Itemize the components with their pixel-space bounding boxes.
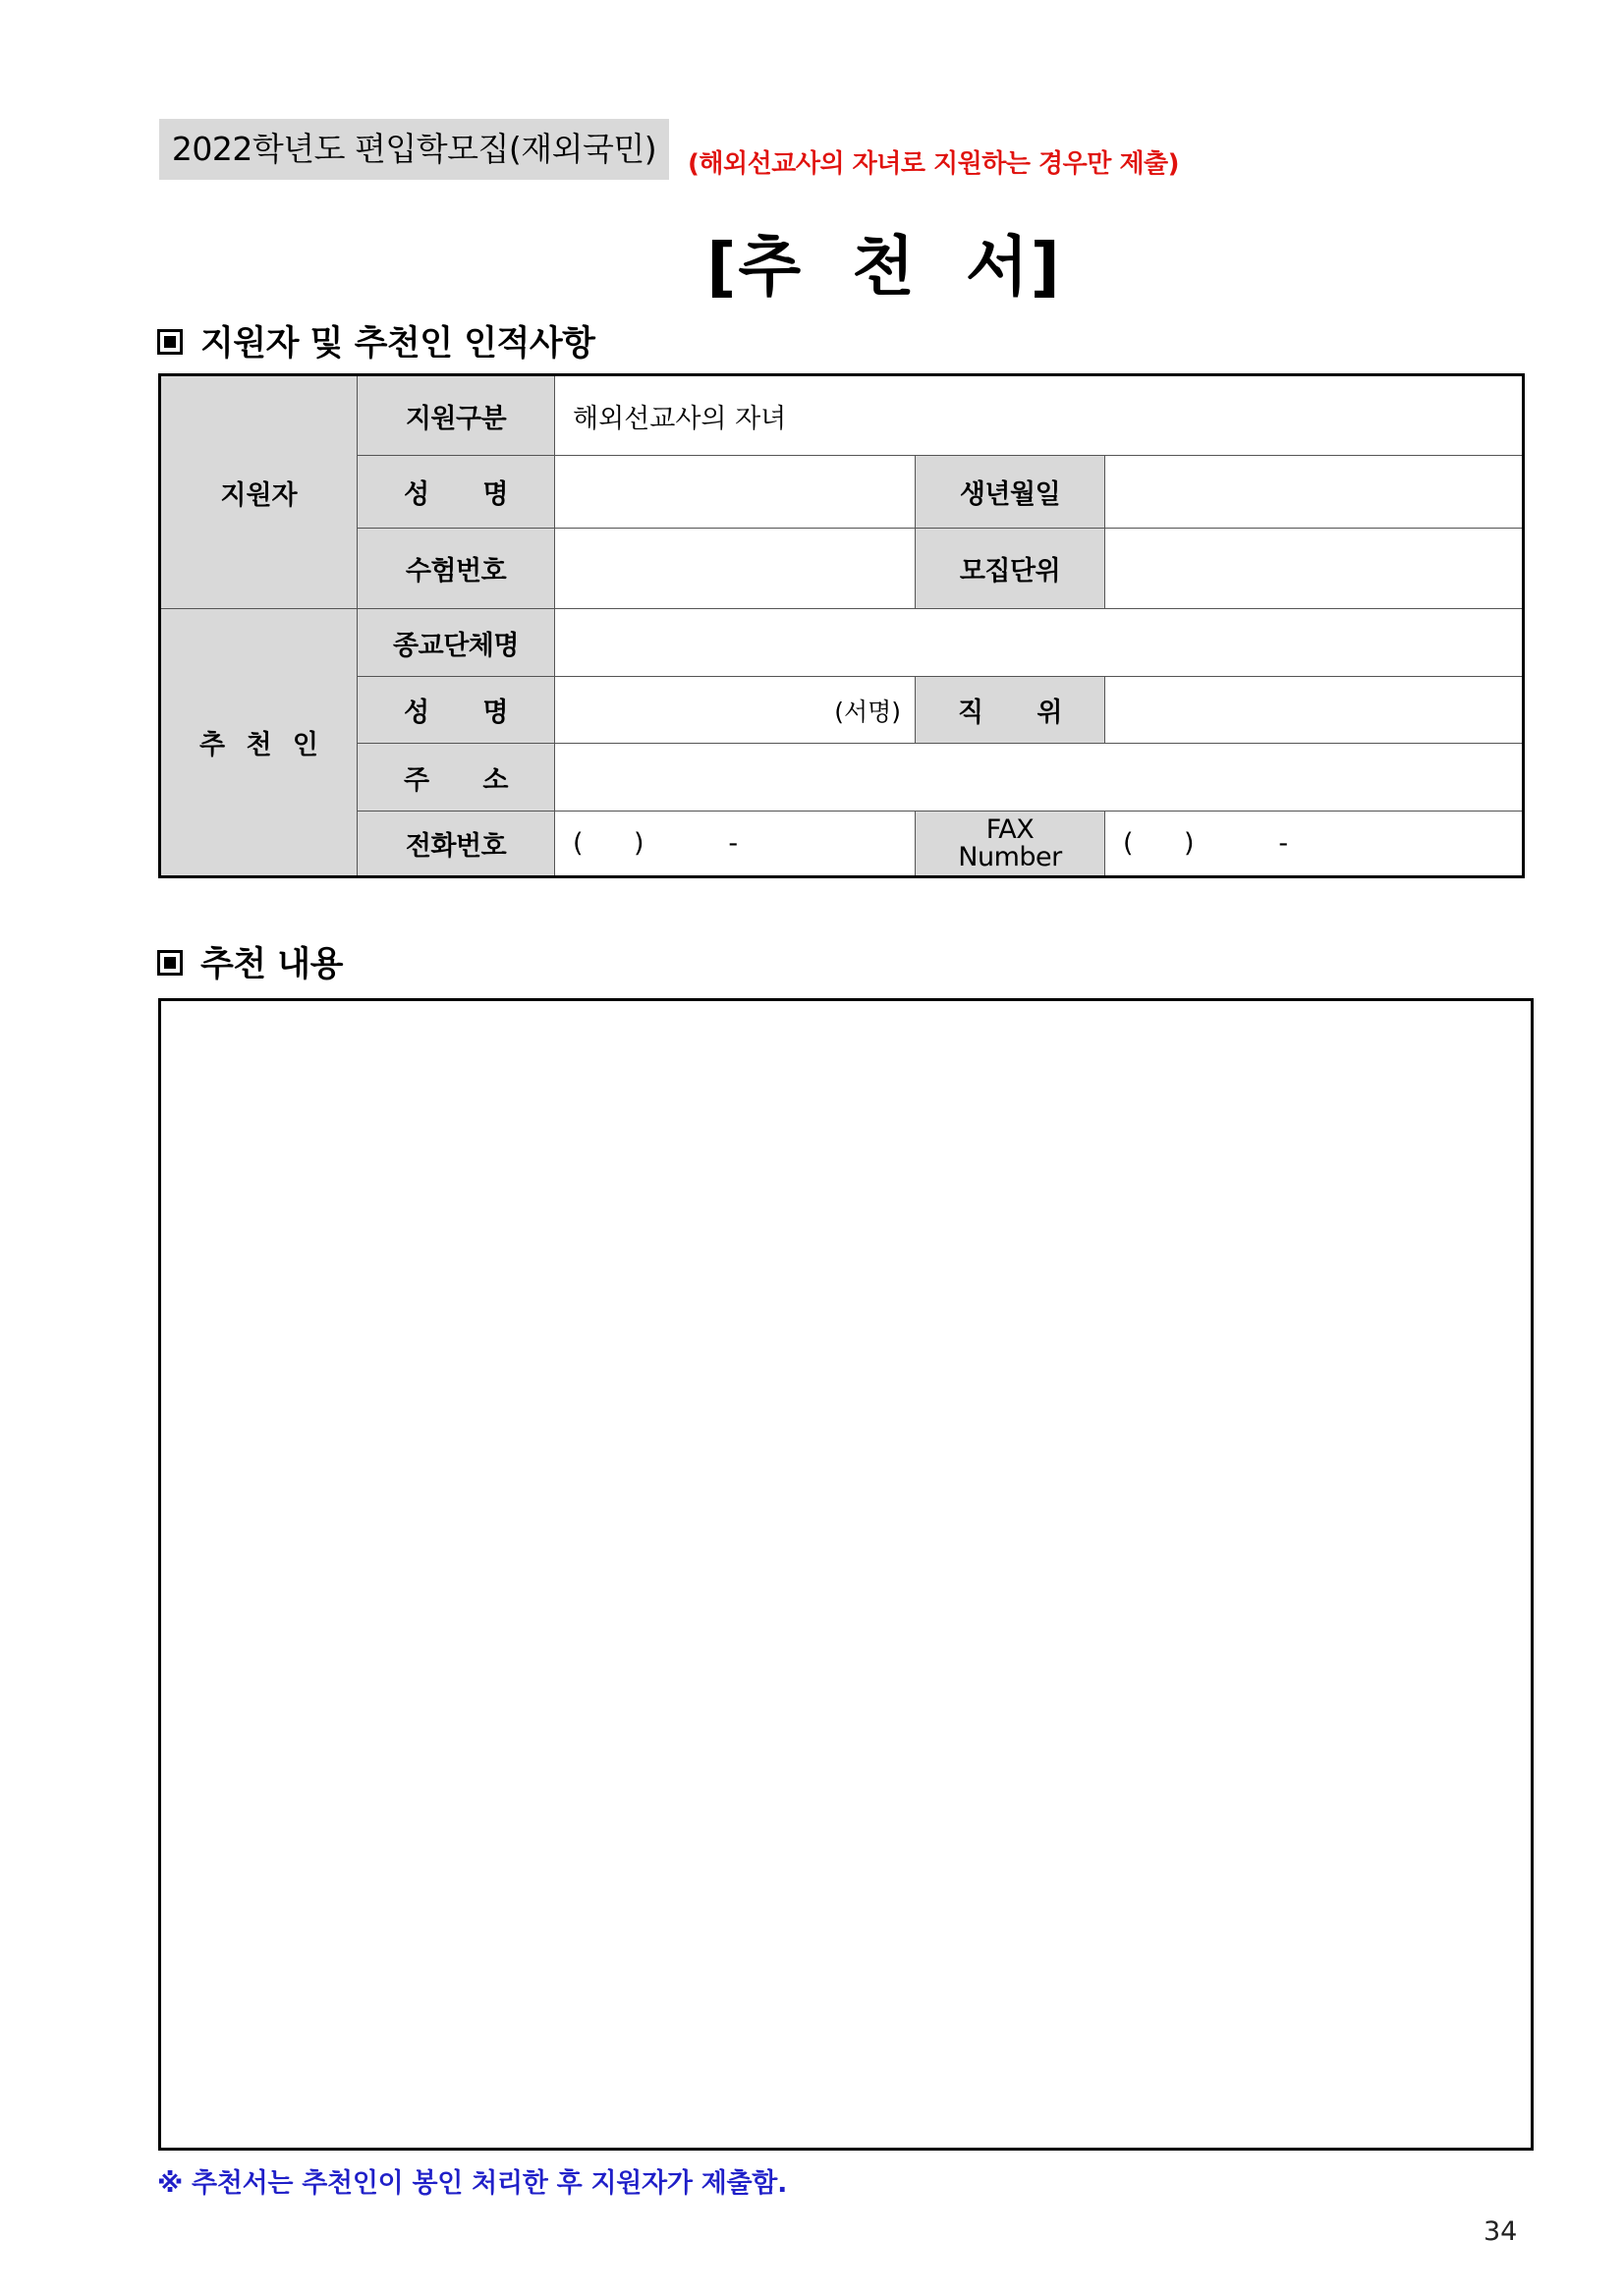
applicant-group-label: 지원자	[160, 375, 358, 609]
signature-hint: (서명)	[834, 697, 901, 726]
recommender-group-label: 추 천 인	[160, 609, 358, 877]
fax-label	[916, 812, 1105, 877]
table-row	[160, 456, 1524, 529]
religious-org-field[interactable]	[555, 609, 1524, 677]
recruitment-unit-label: 모집단위	[916, 529, 1105, 609]
position-label: 직 위	[916, 677, 1105, 744]
submission-note: (해외선교사의 자녀로 지원하는 경우만 제출)	[688, 149, 1180, 179]
exam-number-field[interactable]	[555, 529, 916, 609]
address-field[interactable]	[555, 744, 1524, 812]
fax-field[interactable]: ( ) -	[1105, 812, 1524, 877]
address-label: 주 소	[358, 744, 555, 812]
applicant-name-field[interactable]	[555, 456, 916, 529]
section-heading-label: 지원자 및 추천인 인적사항	[200, 324, 595, 364]
table-row	[160, 375, 1524, 456]
fax-label-line1: FAX	[985, 813, 1035, 845]
phone-field[interactable]: ( ) -	[555, 812, 916, 877]
recruitment-tag: 2022학년도 편입학모집(재외국민)	[159, 119, 669, 180]
recommender-name-label: 성 명	[358, 677, 555, 744]
exam-number-label: 수험번호	[358, 529, 555, 609]
page-number: 34	[1484, 2216, 1518, 2247]
table-row	[160, 744, 1524, 812]
section-heading-personal-info	[157, 316, 594, 365]
table-row	[160, 812, 1524, 877]
applicant-name-label: 성 명	[358, 456, 555, 529]
fax-label-line2: Number	[958, 841, 1062, 872]
phone-label: 전화번호	[358, 812, 555, 877]
document-title: [추 천 서]	[706, 229, 1062, 305]
birth-date-field[interactable]	[1105, 456, 1524, 529]
filled-square-icon	[157, 329, 183, 355]
table-row	[160, 677, 1524, 744]
religious-org-label: 종교단체명	[358, 609, 555, 677]
recommender-name-field[interactable]	[555, 677, 916, 744]
section-heading-label: 추천 내용	[200, 945, 343, 984]
birth-date-label: 생년월일	[916, 456, 1105, 529]
personal-info-table	[158, 373, 1525, 878]
application-type-field[interactable]: 해외선교사의 자녀	[555, 375, 1524, 456]
application-type-label: 지원구분	[358, 375, 555, 456]
position-field[interactable]	[1105, 677, 1524, 744]
footer-note: ※ 추천서는 추천인이 봉인 처리한 후 지원자가 제출함.	[157, 2168, 788, 2199]
recruitment-unit-field[interactable]	[1105, 529, 1524, 609]
filled-square-icon	[157, 950, 183, 976]
table-row	[160, 609, 1524, 677]
recommendation-content-box[interactable]	[158, 998, 1534, 2151]
table-row	[160, 529, 1524, 609]
section-heading-recommendation	[157, 937, 343, 986]
